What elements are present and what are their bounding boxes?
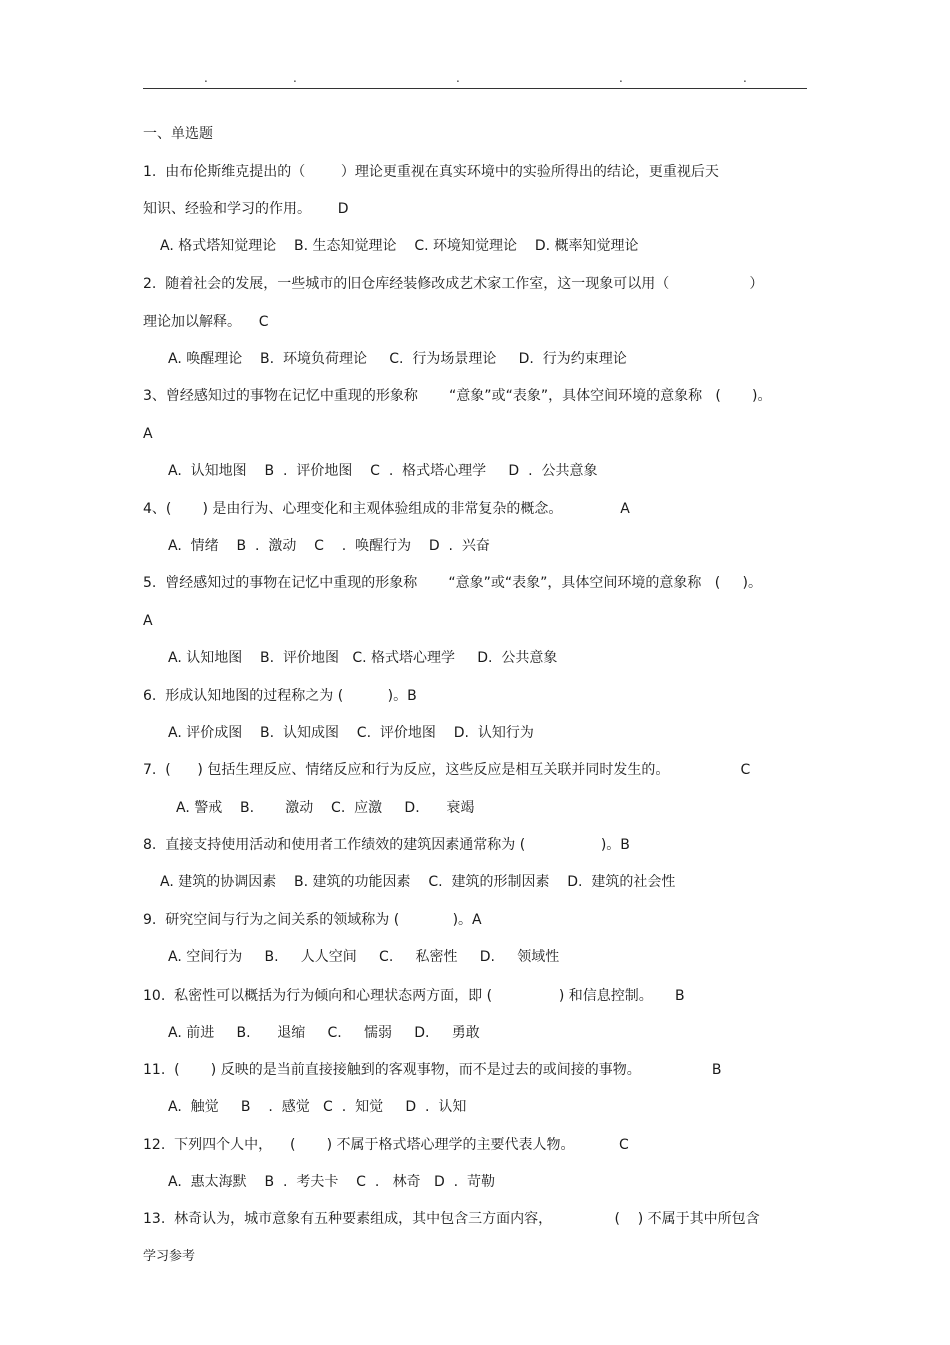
question-9-options: A. 空间行为 B. 人人空间 C. 私密性 D. 领域性 xyxy=(168,949,560,965)
question-10-options: A. 前进 B. 退缩 C. 懦弱 D. 勇敢 xyxy=(168,1025,480,1041)
question-11-options: A. 触觉 B . 感觉 C . 知觉 D . 认知 xyxy=(168,1099,467,1115)
question-11-stem: 11. ( ) 反映的是当前直接接触到的客观事物，而不是过去的或间接的事物。 B xyxy=(143,1062,722,1078)
header-dot: . xyxy=(204,71,208,85)
header-dots xyxy=(0,72,950,86)
question-1-stem: 1. 由布伦斯维克提出的（ ）理论更重视在真实环境中的实验所得出的结论，更重视后天 xyxy=(143,164,719,180)
question-2-stem-cont: 理论加以解释。 C xyxy=(143,314,269,330)
header-dot: . xyxy=(743,71,747,85)
header-rule xyxy=(143,88,807,89)
question-1-options: A. 格式塔知觉理论 B. 生态知觉理论 C. 环境知觉理论 D. 概率知觉理论 xyxy=(160,238,639,254)
question-6-stem: 6. 形成认知地图的过程称之为 ( )。B xyxy=(143,688,417,704)
header-dot: . xyxy=(619,71,623,85)
question-12-options: A. 惠太海默 B . 考夫卡 C . 林奇 D . 苛勒 xyxy=(168,1174,495,1190)
question-7-stem: 7. ( ) 包括生理反应、情绪反应和行为反应，这些反应是相互关联并同时发生的。 C xyxy=(143,762,751,778)
question-3-options: A. 认知地图 B . 评价地图 C . 格式塔心理学 D . 公共意象 xyxy=(168,463,598,479)
question-9-stem: 9. 研究空间与行为之间关系的领域称为 ( )。A xyxy=(143,912,482,928)
question-12-stem: 12. 下列四个人中， ( ) 不属于格式塔心理学的主要代表人物。 C xyxy=(143,1137,629,1153)
question-2-stem: 2. 随着社会的发展，一些城市的旧仓库经装修改成艺术家工作室，这一现象可以用（ ） xyxy=(143,276,764,292)
header-dot: . xyxy=(456,71,460,85)
question-6-options: A. 评价成图 B. 认知成图 C. 评价地图 D. 认知行为 xyxy=(168,725,534,741)
question-4-stem: 4、( ) 是由行为、心理变化和主观体验组成的非常复杂的概念。 A xyxy=(143,501,630,517)
question-5-options: A. 认知地图 B. 评价地图 C. 格式塔心理学 D. 公共意象 xyxy=(168,650,558,666)
header-dot: . xyxy=(293,71,297,85)
question-5-stem: 5. 曾经感知过的事物在记忆中重现的形象称 “意象”或“表象”，具体空间环境的意象称 ( )。 xyxy=(143,575,762,591)
question-8-options: A. 建筑的协调因素 B. 建筑的功能因素 C. 建筑的形制因素 D. 建筑的社会性 xyxy=(160,874,676,890)
question-13-stem: 13. 林奇认为，城市意象有五种要素组成，其中包含三方面内容， ( ) 不属于其中所包含 xyxy=(143,1211,760,1227)
question-2-options: A. 唤醒理论 B. 环境负荷理论 C. 行为场景理论 D. 行为约束理论 xyxy=(168,351,627,367)
question-5-answer: A xyxy=(143,613,153,629)
section-title: 一、单选题 xyxy=(143,126,213,142)
question-10-stem: 10. 私密性可以概括为行为倾向和心理状态两方面，即 ( ) 和信息控制。 B xyxy=(143,988,685,1004)
page-footer: 学习参考 xyxy=(143,1249,196,1264)
question-8-stem: 8. 直接支持使用活动和使用者工作绩效的建筑因素通常称为 ( )。B xyxy=(143,837,630,853)
question-4-options: A. 情绪 B . 激动 C . 唤醒行为 D . 兴奋 xyxy=(168,538,490,554)
question-3-answer: A xyxy=(143,426,153,442)
question-3-stem: 3、曾经感知过的事物在记忆中重现的形象称 “意象”或“表象”，具体空间环境的意象称 ( )。 xyxy=(143,388,772,404)
question-7-options: A. 警戒 B. 激动 C. 应激 D. 衰竭 xyxy=(176,800,475,816)
question-1-stem-cont: 知识、经验和学习的作用。 D xyxy=(143,201,349,217)
